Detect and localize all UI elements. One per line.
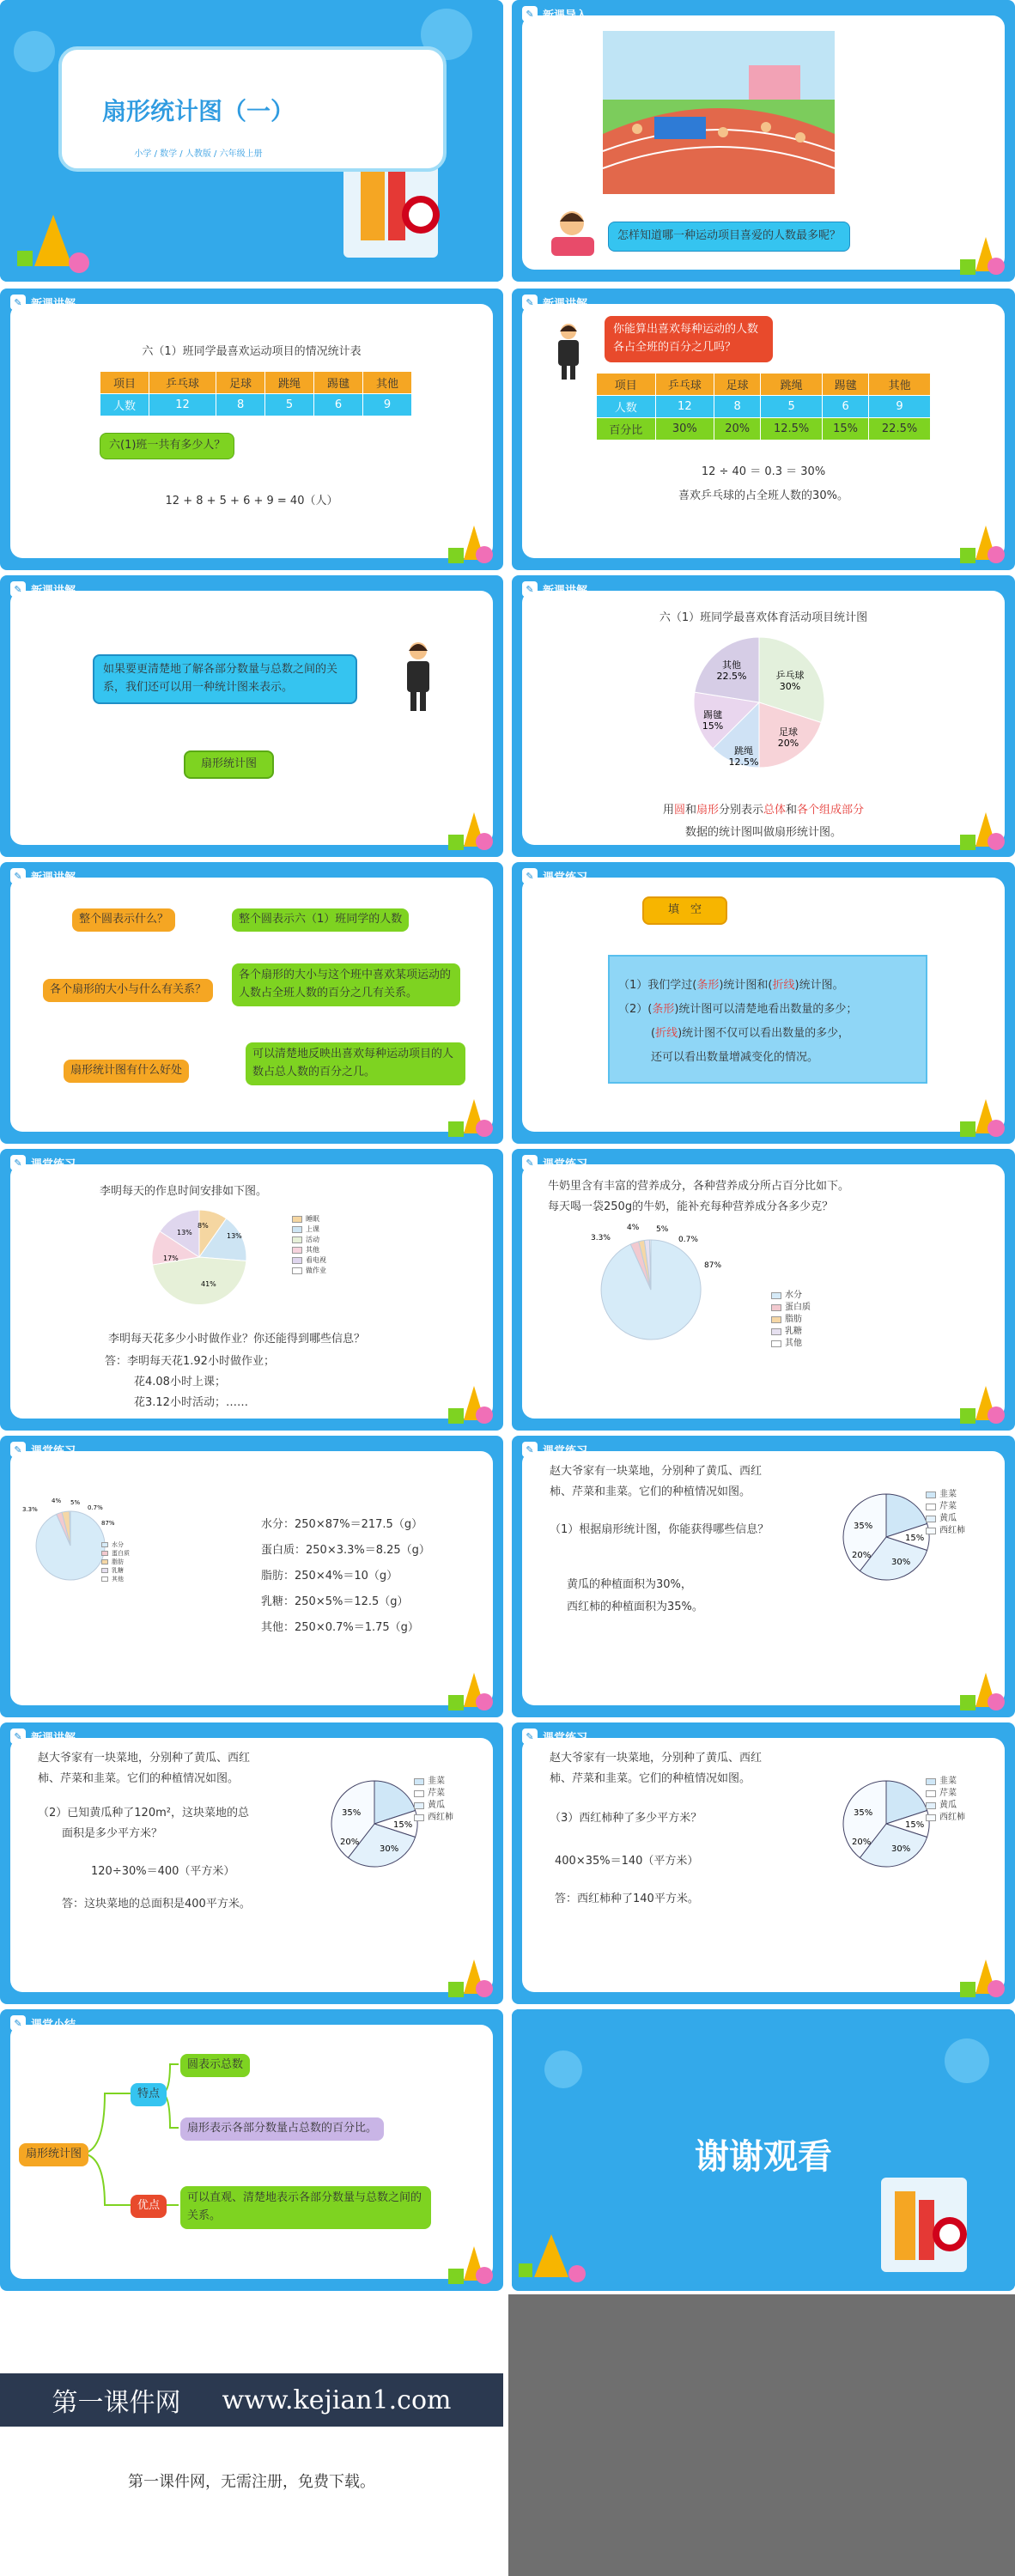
pie-label: 3.3% bbox=[22, 1506, 38, 1513]
book-icon: ✎ bbox=[10, 1728, 26, 1744]
calc-lactose: 乳糖：250×5%＝12.5（g） bbox=[261, 1595, 409, 1608]
page-title: 扇形统计图（一） bbox=[101, 97, 295, 125]
table-cell: 5 bbox=[265, 394, 314, 416]
pie-value-skipping: 12.5% bbox=[728, 756, 759, 768]
slide-vegetable-1 bbox=[512, 1436, 1015, 1717]
slide-qa bbox=[0, 862, 503, 1144]
table-cell: 15% bbox=[823, 418, 869, 440]
thinking-girl-illustration bbox=[543, 208, 603, 259]
site-footer-banner bbox=[0, 2373, 503, 2427]
pie-label: 87% bbox=[101, 1520, 115, 1527]
summary-advantage-key: 优点 bbox=[131, 2195, 167, 2218]
activity-pie-chart bbox=[682, 625, 836, 780]
slide-header: ✎ 课堂练习 bbox=[10, 1439, 76, 1460]
table-cell: 足球 bbox=[714, 374, 761, 396]
exercise-line2: 柿、芹菜和韭菜。它们的种植情况如图。 bbox=[550, 1485, 751, 1498]
pie-label: 35% bbox=[854, 1808, 873, 1818]
pie-label: 0.7% bbox=[678, 1236, 698, 1244]
pie-label: 5% bbox=[70, 1499, 81, 1506]
slide-title bbox=[0, 0, 503, 282]
corner-decoration bbox=[957, 797, 1008, 852]
table-cell: 百分比 bbox=[597, 418, 656, 440]
table-cell: 乒乓球 bbox=[149, 372, 216, 394]
page-subtitle: 小学 / 数学 / 人教版 / 六年级上册 bbox=[134, 149, 263, 159]
table-cell: 项目 bbox=[100, 372, 149, 394]
teacher-illustration bbox=[551, 321, 586, 381]
corner-decoration bbox=[957, 1657, 1008, 1712]
calc-fat: 脂肪：250×4%＝10（g） bbox=[261, 1570, 398, 1583]
table-cell: 20% bbox=[714, 418, 761, 440]
slide-vegetable-2 bbox=[0, 1722, 503, 2004]
answer-3: 可以清楚地反映出喜欢每种运动项目的人数占总人数的百分之几。 bbox=[246, 1042, 465, 1085]
book-icon: ✎ bbox=[10, 295, 26, 310]
table-cell: 踢毽 bbox=[823, 374, 869, 396]
brand-name: 第一课件网 bbox=[52, 2388, 181, 2418]
corner-decoration bbox=[445, 1084, 496, 1139]
exercise-line1: 赵大爷家有一块菜地，分别种了黄瓜、西红 bbox=[550, 1465, 763, 1478]
exercise-question: （3）西红柿种了多少平方米？ bbox=[550, 1812, 702, 1825]
summary-root: 扇形统计图 bbox=[19, 2143, 88, 2166]
corner-decoration bbox=[445, 1370, 496, 1425]
table-cell: 12 bbox=[149, 394, 216, 416]
slide-header: ✎ 课堂小结 bbox=[10, 2013, 76, 2033]
slide-milk-answer bbox=[0, 1436, 503, 1717]
pie-label: 30% bbox=[891, 1844, 911, 1854]
schedule-legend: 睡眠 上课 活动 其他 看电视 做作业 bbox=[292, 1214, 326, 1276]
pie-label: 20% bbox=[852, 1551, 872, 1560]
pie-label: 8% bbox=[198, 1222, 209, 1230]
table-cell: 人数 bbox=[597, 396, 656, 418]
pie-value-other: 22.5% bbox=[716, 671, 747, 682]
slide-header: ✎ 新课讲解 bbox=[10, 579, 76, 599]
vegetable-pie-chart bbox=[323, 1772, 426, 1875]
exercise-line4: 还可以看出数量增减变化的情况。 bbox=[651, 1051, 819, 1064]
brand-url[interactable]: www.kejian1.com bbox=[222, 2385, 452, 2415]
table-cell: 9 bbox=[869, 396, 931, 418]
percent-table bbox=[596, 373, 931, 440]
vegetable-legend: 韭菜 芹菜 黄瓜 西红柿 bbox=[926, 1489, 965, 1537]
slide-table bbox=[0, 289, 503, 570]
slide-schedule bbox=[0, 1149, 503, 1431]
table-cell: 5 bbox=[761, 396, 823, 418]
slide-header: ✎ 新课讲解 bbox=[522, 292, 587, 313]
pie-label-football: 足球 bbox=[779, 726, 798, 738]
stats-table bbox=[100, 371, 412, 416]
answer-line1: 黄瓜的种植面积为30%， bbox=[567, 1578, 692, 1591]
table-cell: 跳绳 bbox=[761, 374, 823, 396]
table-caption: 六（1）班同学最喜欢运动项目的情况统计表 bbox=[142, 345, 362, 358]
book-icon: ✎ bbox=[522, 1442, 538, 1457]
answer-1: 整个圆表示六（1）班同学的人数 bbox=[232, 908, 409, 932]
exercise-line2: 柿、芹菜和韭菜。它们的种植情况如图。 bbox=[38, 1772, 240, 1785]
slide-header: ✎ 新课讲解 bbox=[10, 292, 76, 313]
pie-label-shuttlecock: 踢毽 bbox=[703, 709, 722, 720]
answer-line2: 西红柿的种植面积为35%。 bbox=[567, 1601, 703, 1613]
answer: 答：西红柿种了140平方米。 bbox=[555, 1893, 699, 1905]
sports-field-illustration bbox=[603, 31, 835, 194]
pie-label: 15% bbox=[905, 1534, 925, 1543]
table-cell: 8 bbox=[216, 394, 265, 416]
slide-pie-chart bbox=[512, 575, 1015, 857]
exercise-question2: 面积是多少平方米？ bbox=[62, 1827, 163, 1840]
table-cell: 跳绳 bbox=[265, 372, 314, 394]
answer-line2: 花4.08小时上课； bbox=[134, 1376, 226, 1388]
equation: 120÷30%＝400（平方米） bbox=[91, 1865, 235, 1878]
slide-fill-blank bbox=[512, 862, 1015, 1144]
pie-value-shuttlecock: 15% bbox=[702, 720, 724, 732]
corner-decoration bbox=[445, 2231, 496, 2286]
pie-label: 15% bbox=[905, 1820, 925, 1830]
pie-label: 0.7% bbox=[88, 1504, 103, 1511]
book-icon: ✎ bbox=[522, 6, 538, 21]
vegetable-pie-chart bbox=[835, 1485, 938, 1589]
pie-label: 4% bbox=[627, 1224, 640, 1232]
calc-water: 水分：250×87%＝217.5（g） bbox=[261, 1518, 423, 1531]
equation: 12 ÷ 40 ＝ 0.3 ＝ 30% bbox=[701, 465, 826, 478]
slide-header: ✎ 课堂练习 bbox=[522, 1152, 587, 1173]
exercise-line3: (折线)统计图不仅可以看出数量的多少， bbox=[651, 1027, 850, 1040]
question-bubble: 怎样知道哪一种运动项目喜爱的人数最多呢？ bbox=[608, 222, 850, 252]
table-cell: 12.5% bbox=[761, 418, 823, 440]
corner-decoration bbox=[445, 1944, 496, 1999]
pie-label: 41% bbox=[201, 1280, 216, 1288]
corner-decoration bbox=[957, 1944, 1008, 1999]
pie-label: 30% bbox=[891, 1558, 911, 1567]
milk-legend-small: 水分 蛋白质 脂肪 乳糖 其他 bbox=[101, 1540, 130, 1583]
book-icon: ✎ bbox=[522, 581, 538, 597]
book-icon: ✎ bbox=[10, 868, 26, 884]
exercise-box bbox=[608, 955, 927, 1084]
exercise-line2: 每天喝一袋250g的牛奶，能补充每种营养成分各多少克？ bbox=[548, 1200, 834, 1213]
pie-label: 20% bbox=[340, 1838, 360, 1847]
thanks-text: 谢谢观看 bbox=[695, 2137, 832, 2177]
table-cell: 9 bbox=[363, 394, 412, 416]
footer-subtitle: 第一课件网，无需注册，免费下载。 bbox=[128, 2473, 375, 2491]
pie-label: 17% bbox=[163, 1255, 179, 1262]
milk-legend: 水分 蛋白质 脂肪 乳糖 其他 bbox=[771, 1290, 811, 1350]
definition-line2: 数据的统计图叫做扇形统计图。 bbox=[684, 826, 842, 839]
definition-line1: 用圆和扇形分别表示总体和各个组成部分 bbox=[662, 804, 865, 817]
exercise-line1: （1）我们学过(条形)统计图和(折线)统计图。 bbox=[618, 979, 844, 992]
book-icon: ✎ bbox=[10, 2015, 26, 2031]
slide-header: ✎ 课堂练习 bbox=[522, 1726, 587, 1747]
equation: 400×35%＝140（平方米） bbox=[555, 1855, 699, 1868]
table-cell: 30% bbox=[655, 418, 714, 440]
vegetable-pie-chart bbox=[835, 1772, 938, 1875]
exercise-line2: （2）(条形)统计图可以清楚地看出数量的多少； bbox=[618, 1003, 858, 1016]
fill-blank-tag: 填 空 bbox=[642, 896, 727, 925]
pie-value-football: 20% bbox=[777, 738, 799, 749]
corner-decoration bbox=[957, 1084, 1008, 1139]
exercise-caption: 李明每天的作息时间安排如下图。 bbox=[100, 1185, 268, 1198]
pie-label: 87% bbox=[704, 1261, 722, 1270]
pie-label: 4% bbox=[52, 1498, 62, 1504]
table-cell: 8 bbox=[714, 396, 761, 418]
pie-value-pingpong: 30% bbox=[779, 681, 801, 692]
answer-line1: 答：李明每天花1.92小时做作业； bbox=[105, 1355, 275, 1368]
pie-label: 20% bbox=[852, 1838, 872, 1847]
slide-header: ✎ 课堂练习 bbox=[10, 1152, 76, 1173]
pie-label: 13% bbox=[227, 1232, 242, 1240]
pie-label-pingpong: 乒乓球 bbox=[775, 670, 805, 681]
slide-intro-pie bbox=[0, 575, 503, 857]
question-3: 扇形统计图有什么好处 bbox=[64, 1060, 189, 1083]
exercise-question: （1）根据扇形统计图，你能获得哪些信息？ bbox=[550, 1523, 769, 1536]
slide-header: ✎ 新课讲解 bbox=[10, 1726, 76, 1747]
corner-decoration bbox=[445, 510, 496, 565]
exercise-question1: （2）已知黄瓜种了120m²，这块菜地的总 bbox=[38, 1807, 249, 1820]
book-icon: ✎ bbox=[522, 1155, 538, 1170]
pie-chart-button[interactable]: 扇形统计图 bbox=[184, 750, 274, 779]
book-icon: ✎ bbox=[522, 1728, 538, 1744]
exercise-line2: 柿、芹菜和韭菜。它们的种植情况如图。 bbox=[550, 1772, 751, 1785]
calc-other: 其他：250×0.7%＝1.75（g） bbox=[261, 1621, 419, 1634]
schedule-pie-chart bbox=[148, 1206, 268, 1309]
slide-header: ✎ 新课导入 bbox=[522, 3, 587, 24]
slide-header: ✎ 课堂练习 bbox=[522, 1439, 587, 1460]
pie-slice bbox=[153, 1257, 246, 1305]
book-icon: ✎ bbox=[10, 1155, 26, 1170]
table-cell: 足球 bbox=[216, 372, 265, 394]
question-2: 各个扇形的大小与什么有关系？ bbox=[43, 979, 213, 1002]
table-cell: 12 bbox=[655, 396, 714, 418]
pie-label: 30% bbox=[380, 1844, 399, 1854]
equation: 12 + 8 + 5 + 6 + 9 = 40（人） bbox=[165, 495, 338, 507]
slide-vegetable-3 bbox=[512, 1722, 1015, 2004]
pie-label: 5% bbox=[656, 1225, 669, 1234]
calc-protein: 蛋白质：250×3.3%＝8.25（g） bbox=[261, 1544, 430, 1557]
vegetable-legend: 韭菜 芹菜 黄瓜 西红柿 bbox=[414, 1776, 453, 1824]
pie-label: 35% bbox=[854, 1522, 873, 1531]
corner-decoration bbox=[957, 1370, 1008, 1425]
slide-header: ✎ 课堂练习 bbox=[522, 866, 587, 886]
slide-thanks bbox=[512, 2009, 1015, 2291]
exercise-line1: 牛奶里含有丰富的营养成分，各种营养成分所占百分比如下。 bbox=[548, 1180, 850, 1193]
table-cell: 人数 bbox=[100, 394, 149, 416]
pie-label: 15% bbox=[393, 1820, 413, 1830]
answer: 答：这块菜地的总面积是400平方米。 bbox=[62, 1898, 251, 1911]
corner-decoration bbox=[445, 1657, 496, 1712]
slide-intro bbox=[512, 0, 1015, 282]
conclusion: 喜欢乒乓球的占全班人数的30%。 bbox=[678, 489, 848, 502]
answer-line3: 花3.12小时活动；…… bbox=[134, 1396, 248, 1409]
slide-header: ✎ 新课讲解 bbox=[522, 579, 587, 599]
exercise-line1: 赵大爷家有一块菜地，分别种了黄瓜、西红 bbox=[38, 1752, 251, 1765]
milk-pie-chart bbox=[574, 1221, 745, 1350]
info-bubble: 如果要更清楚地了解各部分数量与总数之间的关系，我们还可以用一种统计图来表示。 bbox=[93, 654, 357, 704]
table-cell: 踢毽 bbox=[314, 372, 363, 394]
pie-label: 13% bbox=[177, 1229, 192, 1236]
corner-decoration bbox=[957, 510, 1008, 565]
summary-feature-2: 扇形表示各部分数量占总数的百分比。 bbox=[180, 2117, 384, 2141]
table-cell: 项目 bbox=[597, 374, 656, 396]
slide-milk bbox=[512, 1149, 1015, 1431]
book-icon: ✎ bbox=[522, 295, 538, 310]
question-bubble: 你能算出喜欢每种运动的人数各占全班的百分之几吗？ bbox=[605, 316, 773, 362]
pie-label-skipping: 跳绳 bbox=[734, 745, 753, 756]
empty-area bbox=[508, 2294, 1015, 2576]
book-icon: ✎ bbox=[10, 1442, 26, 1457]
table-cell: 乒乓球 bbox=[655, 374, 714, 396]
corner-decoration bbox=[445, 797, 496, 852]
summary-advantage: 可以直观、清楚地表示各部分数量与总数之间的关系。 bbox=[180, 2186, 431, 2229]
pie-label: 35% bbox=[342, 1808, 362, 1818]
slide-header: ✎ 新课讲解 bbox=[10, 866, 76, 886]
table-cell: 6 bbox=[823, 396, 869, 418]
teacher-illustration bbox=[397, 639, 440, 716]
exercise-line1: 赵大爷家有一块菜地，分别种了黄瓜、西红 bbox=[550, 1752, 763, 1765]
exercise-question: 李明每天花多少小时做作业？你还能得到哪些信息？ bbox=[108, 1333, 366, 1346]
pie-label: 3.3% bbox=[591, 1234, 611, 1242]
summary-feature-key: 特点 bbox=[131, 2083, 167, 2106]
table-cell: 6 bbox=[314, 394, 363, 416]
table-cell: 其他 bbox=[363, 372, 412, 394]
question-1: 整个圆表示什么？ bbox=[72, 908, 175, 932]
slide-percent-table bbox=[512, 289, 1015, 570]
chart-caption: 六（1）班同学最喜欢体育活动项目统计图 bbox=[659, 611, 868, 624]
pie-label-other: 其他 bbox=[722, 659, 741, 671]
summary-feature-1: 圆表示总数 bbox=[180, 2054, 250, 2077]
table-cell: 22.5% bbox=[869, 418, 931, 440]
table-cell: 其他 bbox=[869, 374, 931, 396]
corner-decoration bbox=[957, 222, 1008, 276]
question-label: 六(1)班一共有多少人？ bbox=[100, 433, 234, 459]
slide-summary bbox=[0, 2009, 503, 2291]
book-icon: ✎ bbox=[10, 581, 26, 597]
answer-2: 各个扇形的大小与这个班中喜欢某项运动的人数占全班人数的百分之几有关系。 bbox=[232, 963, 460, 1006]
vegetable-legend: 韭菜 芹菜 黄瓜 西红柿 bbox=[926, 1776, 965, 1824]
book-icon: ✎ bbox=[522, 868, 538, 884]
